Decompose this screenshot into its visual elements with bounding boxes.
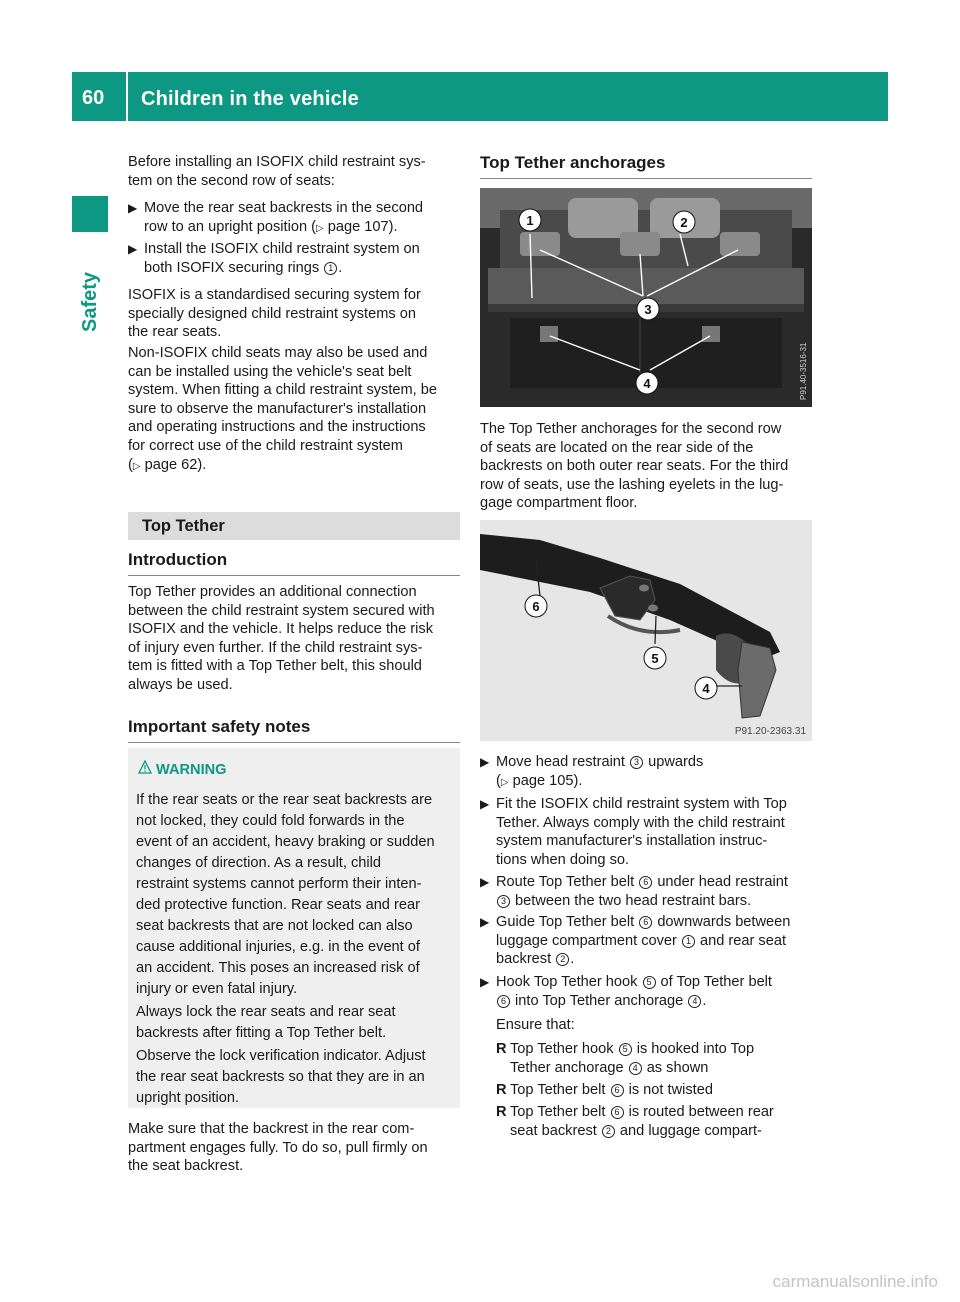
warning-text: Always lock the rear seats and rear seat backrests after fitting a Top Tether belt. xyxy=(136,1004,396,1041)
anchorages-description: The Top Tether anchorages for the second row of seats are located on the rear side of the backrests on both outer rear seats. For the third row of seats, use the lashing eyelets in the lug- gage compartment floor. xyxy=(480,421,789,512)
warning-box xyxy=(128,748,460,1108)
figure-callout: 5 xyxy=(651,651,659,666)
bullet-text: Top Tether hook 5 is hooked into Top Tether anchorage 4 as shown xyxy=(510,1041,755,1076)
bullet-item xyxy=(496,1040,812,1077)
step-item xyxy=(480,753,812,792)
figure-top-tether-anchorages xyxy=(480,188,812,407)
ensure-label: Ensure that: xyxy=(496,1017,575,1033)
step-arrow-icon: ▶ xyxy=(128,242,138,256)
bullet-item xyxy=(496,1081,812,1100)
figure-callout: 6 xyxy=(532,599,540,614)
isofix-paragraph: ISOFIX is a standardised securing system for specially designed child restraint systems on the rear seats. xyxy=(128,287,421,341)
introduction-text: Top Tether provides an additional connection between the child restraint system secured with ISOFIX and the vehicle. It helps reduce the risk of injury even further. If the child restraint sys- tem is fitted with a Top Tether belt, this should always be used. xyxy=(128,584,435,693)
step-arrow-icon: ▶ xyxy=(480,755,490,769)
subheading-rule xyxy=(128,575,460,576)
step-text: Install the ISOFIX child restraint system on both ISOFIX securing rings 1 . xyxy=(144,241,420,276)
subheading-rule xyxy=(480,178,812,179)
step-item xyxy=(480,913,812,969)
figure-code: P91.20-2363.31 xyxy=(734,726,806,737)
warning-triangle-icon xyxy=(138,760,152,774)
section-tab-label: Safety xyxy=(79,271,101,332)
section-tab xyxy=(72,252,108,332)
step-arrow-icon: ▶ xyxy=(480,975,490,989)
section-heading-bar xyxy=(128,512,460,540)
anchorages-heading: Top Tether anchorages xyxy=(480,153,666,172)
figure-callout: 4 xyxy=(702,681,710,696)
figure-callout: 2 xyxy=(680,215,688,230)
step-text: Move head restraint 3 upwards (▷ page 105). xyxy=(496,754,704,789)
step-text: Fit the ISOFIX child restraint system with Top Tether. Always comply with the child restraint system manufacturer's installation instruc- tions when doing so. xyxy=(496,796,787,868)
chapter-title: Children in the vehicle xyxy=(141,88,359,110)
step-item xyxy=(480,973,812,1010)
subheading-rule xyxy=(128,742,460,743)
step-arrow-icon: ▶ xyxy=(128,201,138,215)
step-text: Move the rear seat backrests in the second row to an upright position (▷ page 107). xyxy=(144,200,424,235)
step-arrow-icon: ▶ xyxy=(480,875,490,889)
step-text: Guide Top Tether belt 6 downwards between luggage compartment cover 1 and rear seat backrest 2 . xyxy=(496,914,791,968)
bullet-marker: R xyxy=(496,1104,507,1120)
figure-callout: 4 xyxy=(643,376,651,391)
bullet-item xyxy=(496,1103,812,1140)
figure-callout: 1 xyxy=(526,213,534,228)
subheading-safety-notes: Important safety notes xyxy=(128,717,311,736)
page-number: 60 xyxy=(82,87,105,109)
step-item xyxy=(128,240,460,277)
step-item xyxy=(128,199,460,238)
figure-callout: 3 xyxy=(644,302,652,317)
warning-body xyxy=(136,790,454,1109)
step-arrow-icon: ▶ xyxy=(480,915,490,929)
subheading-introduction: Introduction xyxy=(128,550,228,569)
non-isofix-paragraph: Non-ISOFIX child seats may also be used and can be installed using the vehicle's seat belt system. When fitting a child restraint system, be sure to observe the manufacturer's installation and operating instructions and the instructions for correct use of the child restraint system (▷ page 62). xyxy=(128,345,438,473)
header-divider xyxy=(126,72,128,121)
figure-top-tether-hook xyxy=(480,520,812,741)
bullet-marker: R xyxy=(496,1082,507,1098)
section-heading: Top Tether xyxy=(142,517,225,535)
page-header xyxy=(72,72,888,121)
intro-paragraph: Before installing an ISOFIX child restraint sys- tem on the second row of seats: xyxy=(128,154,426,189)
step-arrow-icon: ▶ xyxy=(480,797,490,811)
step-item xyxy=(480,795,812,869)
warning-text: If the rear seats or the rear seat backrests are not locked, they could fold forwards in the event of an accident, heavy braking or sudden changes of direction. As a result, child restraint systems cannot perform their inten- ded protective function. Rear seats and rear seat backrests that are not locked can also cause additional injuries, e.g. in the event of an accident. This poses an increased risk of injury or even fatal injury. xyxy=(136,792,435,997)
step-text: Route Top Tether belt 6 under head restraint 3 between the two head restraint bars. xyxy=(496,874,788,909)
step-item xyxy=(480,873,812,910)
bullet-text: Top Tether belt 6 is routed between rear seat backrest 2 and luggage compart- xyxy=(510,1104,774,1139)
figure-code: P91.40-3516-31 xyxy=(799,342,808,400)
closing-paragraph: Make sure that the backrest in the rear com- partment engages fully. To do so, pull firmly on the seat backrest. xyxy=(128,1121,428,1175)
bullet-marker: R xyxy=(496,1041,507,1057)
warning-text: Observe the lock verification indicator. Adjust the rear seat backrests so that they are in an upright position. xyxy=(136,1048,426,1106)
warning-heading: WARNING xyxy=(156,762,227,778)
bullet-text: Top Tether belt 6 is not twisted xyxy=(510,1082,713,1098)
step-text: Hook Top Tether hook 5 of Top Tether belt 6 into Top Tether anchorage 4 . xyxy=(496,974,772,1009)
footer-watermark: carmanualsonline.info xyxy=(772,1272,938,1292)
section-tab-marker xyxy=(72,196,108,232)
